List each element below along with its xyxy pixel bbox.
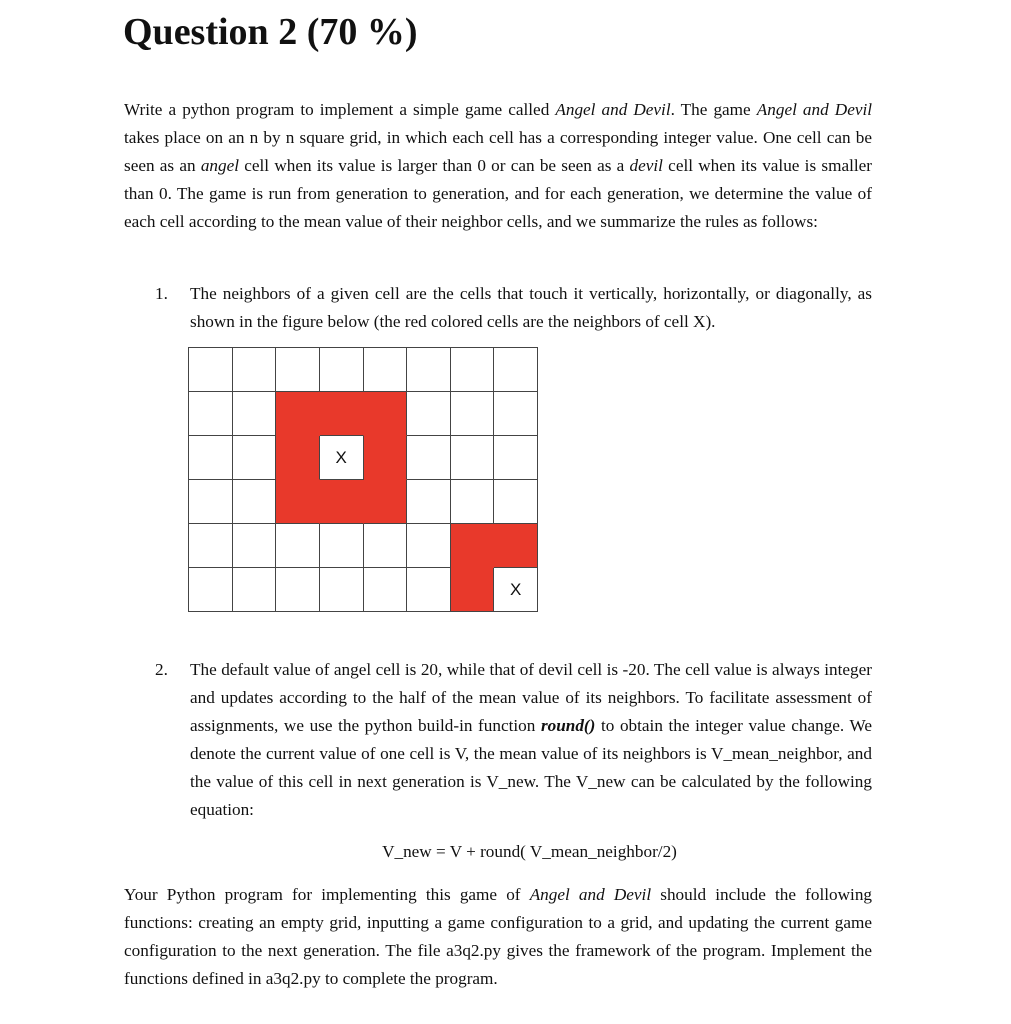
neighbor-cell — [276, 436, 320, 480]
grid-cell — [233, 568, 277, 612]
grid-cell — [494, 348, 538, 392]
neighbor-cell — [364, 392, 408, 436]
rule-item-1 — [155, 280, 872, 336]
grid-cell — [233, 480, 277, 524]
neighbor-cell — [320, 480, 364, 524]
grid-cell — [494, 392, 538, 436]
grid-cell — [494, 480, 538, 524]
neighbor-cell — [320, 392, 364, 436]
grid-cell — [320, 348, 364, 392]
rule-number: 2. — [155, 660, 168, 679]
neighbor-grid-figure — [188, 347, 538, 612]
grid-cell — [233, 348, 277, 392]
neighbor-cell — [494, 524, 538, 568]
rule-text: The default value of angel cell is 20, while that of devil cell is -20. The cell value is always integer and updates according to the half of the mean value of its neighbors. To facilitate assessment of assignments, we use the python build-in function round() to obtain the integer value change. We denote the current value of one cell is V, the mean value of its neighbors is V_mean_neighbor, and the value of this cell in next generation is V_new. The V_new can be calculated by the following equation: — [190, 660, 872, 819]
game-name: Angel and Devil — [529, 885, 652, 904]
target-cell-x: X — [320, 436, 364, 480]
neighbor-cell — [364, 436, 408, 480]
rule-item-2 — [155, 656, 872, 824]
grid-cell — [451, 480, 495, 524]
grid-cell — [364, 568, 408, 612]
target-cell-x: X — [494, 568, 538, 612]
grid-cell — [189, 480, 233, 524]
grid-cell — [233, 436, 277, 480]
grid-cell — [189, 348, 233, 392]
grid-cell — [276, 348, 320, 392]
grid-cell — [407, 348, 451, 392]
grid-cell — [407, 568, 451, 612]
closing-paragraph: Your Python program for implementing this game of Angel and Devil should include the following functions: creating an empty grid, inputting a game configuration to a grid, and updating the current game configuration to the next generation. The file a3q2.py gives the framework of the program. Implement the functions defined in a3q2.py to complete the program. — [124, 885, 873, 988]
grid-cell — [407, 436, 451, 480]
rule-number: 1. — [155, 284, 168, 303]
neighbor-cell — [276, 480, 320, 524]
grid-cell — [407, 524, 451, 568]
grid-cell — [364, 524, 408, 568]
grid-cell — [494, 436, 538, 480]
intro-paragraph: Write a python program to implement a simple game called Angel and Devil. The game Angel and Devil takes place on an n by n square grid, in which each cell has a corresponding integer value. One cell can be seen as an angel cell when its value is larger than 0 or can be seen as a devil cell when its value is smaller than 0. The game is run from generation to generation, and for each generation, we determine the value of each cell according to the mean value of their neighbor cells, and we summarize the rules as follows: — [124, 100, 873, 231]
grid-cell — [451, 348, 495, 392]
game-name: Angel and Devil — [555, 100, 671, 119]
grid-cell — [189, 524, 233, 568]
grid-cell — [320, 568, 364, 612]
update-equation: V_new = V + round( V_mean_neighbor/2) — [382, 842, 677, 861]
angel-term: angel — [200, 156, 240, 175]
grid-cell — [451, 392, 495, 436]
question-title: Question 2 (70 %) — [123, 11, 418, 53]
grid-cell — [189, 436, 233, 480]
game-name: Angel and Devil — [756, 100, 873, 119]
neighbor-cell — [451, 568, 495, 612]
neighbor-cell — [276, 392, 320, 436]
grid-cell — [320, 524, 364, 568]
grid-cell — [451, 436, 495, 480]
devil-term: devil — [629, 156, 663, 175]
rule-text: The neighbors of a given cell are the cells that touch it vertically, horizontally, or diagonally, as shown in the figure below (the red colored cells are the neighbors of cell X). — [190, 284, 872, 331]
grid-cell — [276, 524, 320, 568]
neighbor-cell — [364, 480, 408, 524]
grid-cell — [276, 568, 320, 612]
grid-cell — [233, 392, 277, 436]
grid-cell — [407, 480, 451, 524]
grid-cell — [189, 568, 233, 612]
neighbor-cell — [451, 524, 495, 568]
round-function: round() — [540, 716, 596, 735]
grid-cell — [189, 392, 233, 436]
grid-cell — [407, 392, 451, 436]
grid-cell — [233, 524, 277, 568]
grid-cell — [364, 348, 408, 392]
